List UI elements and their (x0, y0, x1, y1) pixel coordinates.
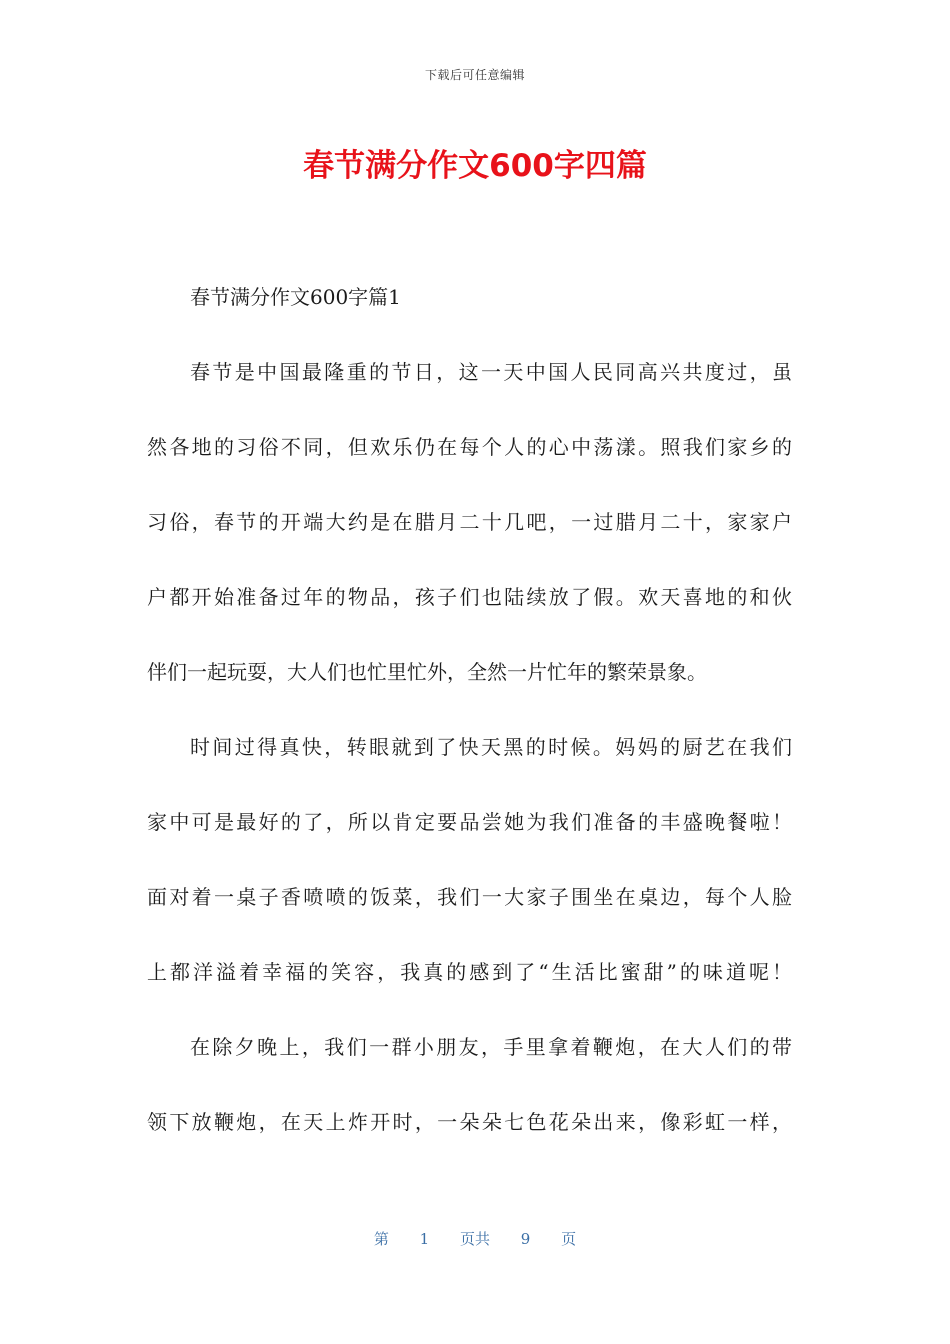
header-note: 下载后可任意编辑 (424, 68, 525, 82)
page-label-suffix: 页 (561, 1230, 577, 1248)
paragraph-line: 上都洋溢着幸福的笑容，我真的感到了“生活比蜜甜”的味道呢！ (147, 960, 792, 984)
paragraph-line: 然各地的习俗不同，但欢乐仍在每个人的心中荡漾。照我们家乡的 (147, 435, 792, 459)
paragraph-line: 伴们一起玩耍，大人们也忙里忙外，全然一片忙年的繁荣景象。 (147, 660, 707, 684)
paragraph-line: 时间过得真快，转眼就到了快天黑的时候。妈妈的厨艺在我们 (190, 735, 792, 759)
paragraph-line: 家中可是最好的了，所以肯定要品尝她为我们准备的丰盛晚餐啦！ (147, 810, 792, 834)
paragraph-line: 面对着一桌子香喷喷的饭菜，我们一大家子围坐在桌边，每个人脸 (147, 885, 792, 909)
document-title: 春节满分作文600字四篇 (303, 148, 647, 184)
page-number: 1 (419, 1230, 430, 1248)
total-pages: 9 (520, 1230, 531, 1248)
paragraph-line: 户都开始准备过年的物品，孩子们也陆续放了假。欢天喜地的和伙 (147, 585, 792, 609)
page-footer (0, 1228, 950, 1249)
document-body (147, 270, 792, 1170)
section-heading: 春节满分作文600字篇1 (190, 285, 401, 309)
paragraph-line: 在除夕晚上，我们一群小朋友，手里拿着鞭炮，在大人们的带 (190, 1035, 792, 1059)
paragraph-line: 领下放鞭炮，在天上炸开时，一朵朵七色花朵出来，像彩虹一样， (147, 1110, 792, 1134)
page-label-prefix: 第 (373, 1230, 389, 1248)
paragraph-line: 春节是中国最隆重的节日，这一天中国人民同高兴共度过，虽 (190, 360, 792, 384)
page-label-mid: 页共 (459, 1230, 490, 1248)
paragraph-line: 习俗，春节的开端大约是在腊月二十几吧，一过腊月二十，家家户 (147, 510, 792, 534)
